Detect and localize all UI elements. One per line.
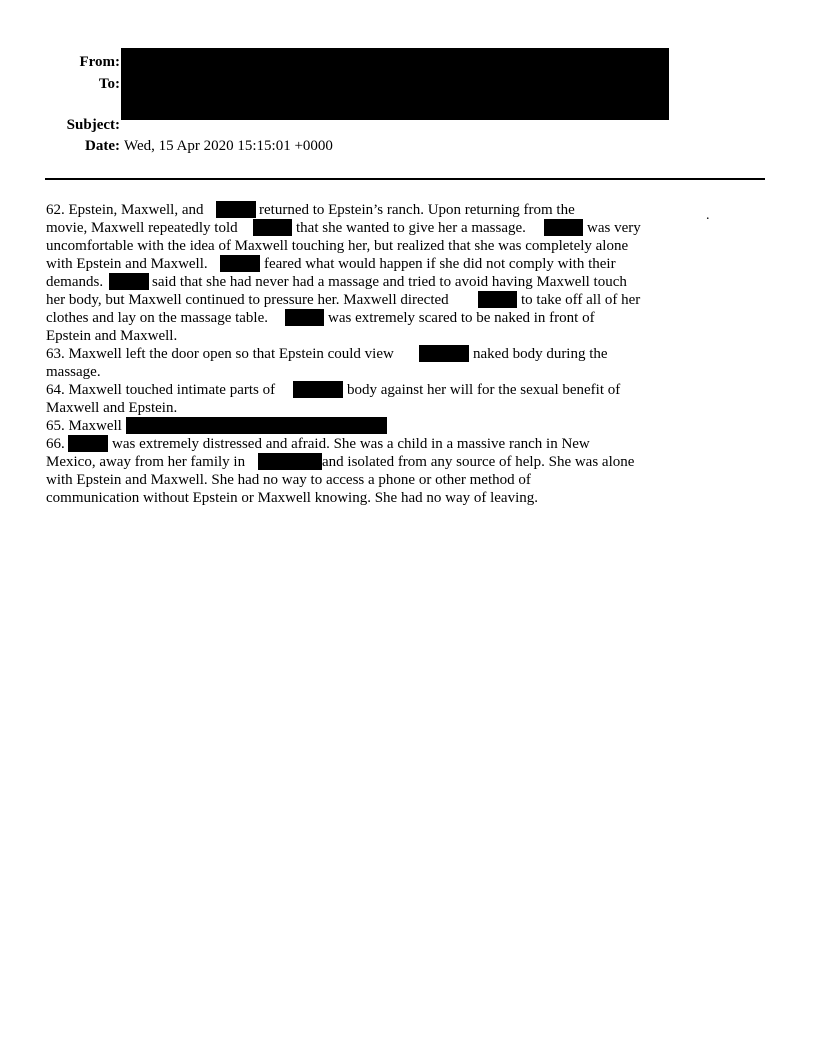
body-line <box>46 399 177 417</box>
body-line <box>46 273 103 291</box>
body-line <box>322 453 634 471</box>
redaction <box>253 219 292 236</box>
body-text: 65. Maxwell <box>46 418 122 434</box>
body-line <box>46 453 245 471</box>
redaction <box>258 453 322 470</box>
redaction <box>293 381 343 398</box>
body-line <box>46 327 177 345</box>
body-text: 63. Maxwell left the door open so that Epstein could view <box>46 346 394 362</box>
body-text: naked body during the <box>473 346 608 362</box>
redaction-from-to <box>121 48 669 120</box>
header-divider <box>45 178 765 180</box>
body-line <box>46 291 449 309</box>
body-line <box>46 381 275 399</box>
body-line <box>259 201 575 219</box>
redaction <box>216 201 256 218</box>
body-text: 66. <box>46 436 65 452</box>
body-text: movie, Maxwell repeatedly told <box>46 220 238 236</box>
body-text: Maxwell and Epstein. <box>46 400 178 416</box>
body-line <box>46 309 268 327</box>
date-label: Date: <box>85 138 120 154</box>
body-text: to take off all of her <box>521 292 641 308</box>
body-text: demands. <box>46 274 104 290</box>
body-line <box>328 309 595 327</box>
body-line <box>46 237 628 255</box>
body-text: body against her will for the sexual benefit of <box>347 382 621 398</box>
body-text: that she wanted to give her a massage. <box>296 220 526 236</box>
from-label: From: <box>79 54 120 70</box>
stray-mark: . <box>706 208 710 223</box>
body-line <box>264 255 616 273</box>
body-line <box>347 381 620 399</box>
body-text: clothes and lay on the massage table. <box>46 310 269 326</box>
body-line <box>46 201 203 219</box>
date-value: Wed, 15 Apr 2020 15:15:01 +0000 <box>124 138 333 154</box>
body-text: feared what would happen if she did not comply with their <box>264 256 616 272</box>
body-line <box>521 291 640 309</box>
redaction <box>68 435 108 452</box>
body-text: 62. Epstein, Maxwell, and <box>46 202 204 218</box>
body-text: massage. <box>46 364 101 380</box>
body-line <box>46 471 531 489</box>
body-line <box>46 219 238 237</box>
redaction <box>109 273 149 290</box>
body-text: said that she had never had a massage and tried to avoid having Maxwell touch <box>152 274 627 290</box>
body-text: Epstein and Maxwell. <box>46 328 178 344</box>
body-line <box>112 435 590 453</box>
redaction <box>285 309 324 326</box>
body-line <box>296 219 526 237</box>
body-text: and isolated from any source of help. She was alone <box>322 454 635 470</box>
body-line <box>46 435 65 453</box>
redaction <box>419 345 469 362</box>
body-text: returned to Epstein’s ranch. Upon returning from the <box>259 202 575 218</box>
body-line <box>152 273 627 291</box>
body-line <box>46 345 394 363</box>
body-line <box>46 255 208 273</box>
body-line <box>46 363 101 381</box>
to-label: To: <box>98 76 120 92</box>
body-text: 64. Maxwell touched intimate parts of <box>46 382 276 398</box>
body-line <box>46 489 538 507</box>
body-line <box>587 219 641 237</box>
body-text: was very <box>587 220 641 236</box>
body-text: uncomfortable with the idea of Maxwell touching her, but realized that she was completely alone <box>46 238 629 254</box>
body-text: with Epstein and Maxwell. She had no way to access a phone or other method of <box>46 472 531 488</box>
body-text: with Epstein and Maxwell. <box>46 256 208 272</box>
body-text: Mexico, away from her family in <box>46 454 246 470</box>
body-text: was extremely scared to be naked in front of <box>328 310 595 326</box>
redaction <box>220 255 260 272</box>
subject-label: Subject: <box>66 117 120 133</box>
body-text: her body, but Maxwell continued to pressure her. Maxwell directed <box>46 292 449 308</box>
redaction <box>126 417 387 434</box>
body-text: was extremely distressed and afraid. She was a child in a massive ranch in New <box>112 436 590 452</box>
body-line <box>46 417 122 435</box>
body-text: communication without Epstein or Maxwell knowing. She had no way of leaving. <box>46 490 538 506</box>
redaction <box>544 219 583 236</box>
redaction <box>478 291 517 308</box>
body-line <box>473 345 608 363</box>
